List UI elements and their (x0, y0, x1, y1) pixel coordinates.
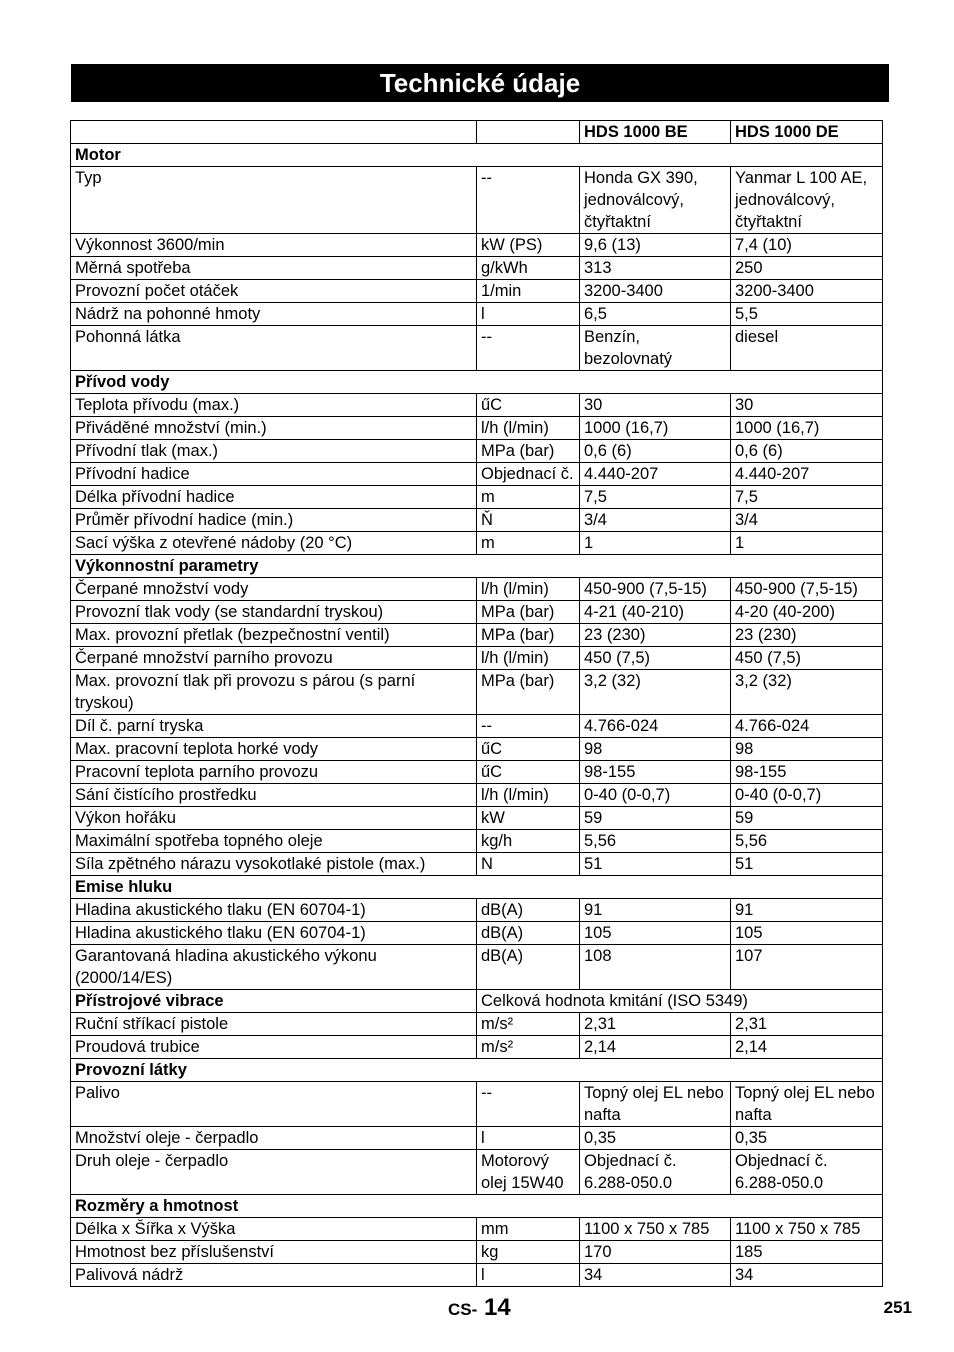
section-title: Přívod vody (71, 371, 883, 394)
cell-unit: l/h (l/min) (477, 417, 580, 440)
cell-parameter: Max. pracovní teplota horké vody (71, 738, 477, 761)
cell-parameter: Přívodní hadice (71, 463, 477, 486)
cell-unit: mm (477, 1218, 580, 1241)
cell-value-de: diesel (731, 326, 883, 371)
table-row (71, 853, 883, 876)
cell-unit: űC (477, 738, 580, 761)
table-row (71, 647, 883, 670)
cell-value-be: Topný olej EL nebo nafta (580, 1082, 731, 1127)
cell-value-be: 105 (580, 922, 731, 945)
cell-unit: űC (477, 394, 580, 417)
technical-data-table (70, 120, 883, 1287)
cell-value-de: 0,6 (6) (731, 440, 883, 463)
cell-unit: N (477, 853, 580, 876)
table-row (71, 303, 883, 326)
cell-parameter: Maximální spotřeba topného oleje (71, 830, 477, 853)
cell-unit: g/kWh (477, 257, 580, 280)
cell-value-de: 450-900 (7,5-15) (731, 578, 883, 601)
cell-unit: l (477, 1127, 580, 1150)
cell-parameter: Výkonnost 3600/min (71, 234, 477, 257)
cell-parameter: Provozní počet otáček (71, 280, 477, 303)
table-row (71, 761, 883, 784)
cell-parameter: Výkon hořáku (71, 807, 477, 830)
cell-unit: -- (477, 715, 580, 738)
cell-unit: Ň (477, 509, 580, 532)
table-row (71, 1150, 883, 1195)
cell-value-de: 7,5 (731, 486, 883, 509)
section-title: Motor (71, 144, 883, 167)
cell-value-de: 98 (731, 738, 883, 761)
section-header-row (71, 144, 883, 167)
table-row (71, 167, 883, 234)
cell-value-be: 23 (230) (580, 624, 731, 647)
cell-parameter: Množství oleje - čerpadlo (71, 1127, 477, 1150)
cell-unit: -- (477, 167, 580, 234)
cell-value-be: Benzín, bezolovnatý (580, 326, 731, 371)
table-row (71, 234, 883, 257)
table-row (71, 532, 883, 555)
cell-value-be: 7,5 (580, 486, 731, 509)
cell-parameter: Typ (71, 167, 477, 234)
table-row (71, 807, 883, 830)
cell-value-de: 34 (731, 1264, 883, 1287)
cell-value-be: 9,6 (13) (580, 234, 731, 257)
cell-parameter: Přiváděné množství (min.) (71, 417, 477, 440)
cell-parameter: Druh oleje - čerpadlo (71, 1150, 477, 1195)
section-title: Emise hluku (71, 876, 883, 899)
cell-unit: kW (PS) (477, 234, 580, 257)
cell-value-be: 313 (580, 257, 731, 280)
cell-value-be: 3,2 (32) (580, 670, 731, 715)
cell-unit: dB(A) (477, 922, 580, 945)
section-header-row (71, 1195, 883, 1218)
cell-value-de: 2,31 (731, 1013, 883, 1036)
cell-value-de: 23 (230) (731, 624, 883, 647)
cell-parameter: Pracovní teplota parního provozu (71, 761, 477, 784)
cell-parameter: Měrná spotřeba (71, 257, 477, 280)
cell-value-be: 4.440-207 (580, 463, 731, 486)
table-row (71, 509, 883, 532)
cell-value-de: 4.766-024 (731, 715, 883, 738)
page-title: Technické údaje (71, 64, 889, 102)
section-title: Rozměry a hmotnost (71, 1195, 883, 1218)
cell-parameter: Síla zpětného nárazu vysokotlaké pistole (max.) (71, 853, 477, 876)
table-row (71, 945, 883, 990)
cell-unit: kg (477, 1241, 580, 1264)
cell-parameter: Palivo (71, 1082, 477, 1127)
cell-value-de: 3,2 (32) (731, 670, 883, 715)
table-row (71, 624, 883, 647)
section-header-row (71, 555, 883, 578)
header-cell-model-de: HDS 1000 DE (731, 121, 883, 144)
cell-value-be: 6,5 (580, 303, 731, 326)
table-row (71, 784, 883, 807)
table-row (71, 326, 883, 371)
cell-value-de: 5,56 (731, 830, 883, 853)
table-row (71, 1036, 883, 1059)
footer-lang: CS (448, 1300, 472, 1319)
cell-value-de: 3/4 (731, 509, 883, 532)
cell-unit: űC (477, 761, 580, 784)
table-row (71, 417, 883, 440)
cell-parameter: Teplota přívodu (max.) (71, 394, 477, 417)
table-row (71, 899, 883, 922)
cell-value-be: Objednací č. 6.288-050.0 (580, 1150, 731, 1195)
cell-value-be: 170 (580, 1241, 731, 1264)
cell-value-de: 2,14 (731, 1036, 883, 1059)
cell-value-de: 4-20 (40-200) (731, 601, 883, 624)
cell-value-de: 5,5 (731, 303, 883, 326)
cell-unit: MPa (bar) (477, 670, 580, 715)
cell-unit: l/h (l/min) (477, 647, 580, 670)
cell-value-be: 450-900 (7,5-15) (580, 578, 731, 601)
cell-value-de: 91 (731, 899, 883, 922)
table-row (71, 715, 883, 738)
cell-parameter: Ruční stříkací pistole (71, 1013, 477, 1036)
cell-parameter: Pohonná látka (71, 326, 477, 371)
cell-value-be: 51 (580, 853, 731, 876)
cell-unit: 1/min (477, 280, 580, 303)
table-row (71, 670, 883, 715)
cell-value-de: 4.440-207 (731, 463, 883, 486)
table-row (71, 1218, 883, 1241)
cell-unit: -- (477, 326, 580, 371)
table-row (71, 1241, 883, 1264)
section-header-row (71, 990, 883, 1013)
cell-value-be: 108 (580, 945, 731, 990)
cell-value-de: 1000 (16,7) (731, 417, 883, 440)
cell-parameter: Hladina akustického tlaku (EN 60704-1) (71, 899, 477, 922)
cell-value-be: 0,35 (580, 1127, 731, 1150)
cell-value-be: 3200-3400 (580, 280, 731, 303)
cell-unit: kW (477, 807, 580, 830)
cell-value-de: 51 (731, 853, 883, 876)
section-header-row (71, 371, 883, 394)
table-row (71, 830, 883, 853)
section-header-row (71, 876, 883, 899)
cell-value-de: 250 (731, 257, 883, 280)
section-title: Přístrojové vibrace (71, 990, 477, 1013)
cell-unit: MPa (bar) (477, 624, 580, 647)
cell-parameter: Délka přívodní hadice (71, 486, 477, 509)
cell-value-be: 0-40 (0-0,7) (580, 784, 731, 807)
cell-value-de: 185 (731, 1241, 883, 1264)
cell-unit: MPa (bar) (477, 601, 580, 624)
cell-parameter: Díl č. parní tryska (71, 715, 477, 738)
cell-value-be: 91 (580, 899, 731, 922)
cell-value-be: 4-21 (40-210) (580, 601, 731, 624)
cell-value-de: Yanmar L 100 AE, jednoválcový, čtyřtaktní (731, 167, 883, 234)
cell-unit: l (477, 303, 580, 326)
cell-parameter: Provozní tlak vody (se standardní tryskou) (71, 601, 477, 624)
cell-value-be: 1 (580, 532, 731, 555)
footer-dash: - (471, 1300, 478, 1319)
table-row (71, 601, 883, 624)
cell-unit: dB(A) (477, 945, 580, 990)
cell-value-de: 30 (731, 394, 883, 417)
section-title: Výkonnostní parametry (71, 555, 883, 578)
cell-unit: Motorový olej 15W40 (477, 1150, 580, 1195)
cell-unit: m/s² (477, 1036, 580, 1059)
cell-unit: -- (477, 1082, 580, 1127)
cell-unit: Objednací č. (477, 463, 580, 486)
cell-parameter: Průměr přívodní hadice (min.) (71, 509, 477, 532)
cell-value-be: 1000 (16,7) (580, 417, 731, 440)
table-row (71, 463, 883, 486)
table-body (71, 121, 883, 1287)
cell-unit: l/h (l/min) (477, 784, 580, 807)
cell-value-de: 0-40 (0-0,7) (731, 784, 883, 807)
footer-page-label (448, 1294, 511, 1324)
cell-parameter: Sání čistícího prostředku (71, 784, 477, 807)
table-row (71, 440, 883, 463)
cell-parameter: Čerpané množství parního provozu (71, 647, 477, 670)
cell-parameter: Sací výška z otevřené nádoby (20 °C) (71, 532, 477, 555)
cell-unit: m (477, 532, 580, 555)
cell-unit: kg/h (477, 830, 580, 853)
cell-value-de: 0,35 (731, 1127, 883, 1150)
cell-unit: l (477, 1264, 580, 1287)
cell-parameter: Hmotnost bez příslušenství (71, 1241, 477, 1264)
cell-parameter: Hladina akustického tlaku (EN 60704-1) (71, 922, 477, 945)
cell-unit: m/s² (477, 1013, 580, 1036)
table-row (71, 257, 883, 280)
cell-parameter: Max. provozní přetlak (bezpečnostní ventil) (71, 624, 477, 647)
cell-value-de: 1100 x 750 x 785 (731, 1218, 883, 1241)
cell-value-be: 3/4 (580, 509, 731, 532)
cell-unit: MPa (bar) (477, 440, 580, 463)
cell-value-de: 105 (731, 922, 883, 945)
cell-value-de: 7,4 (10) (731, 234, 883, 257)
header-cell-parameter (71, 121, 477, 144)
cell-parameter: Proudová trubice (71, 1036, 477, 1059)
table-row (71, 738, 883, 761)
table-row (71, 280, 883, 303)
table-row (71, 486, 883, 509)
cell-value-be: 98 (580, 738, 731, 761)
cell-value-be: 1100 x 750 x 785 (580, 1218, 731, 1241)
cell-parameter: Přívodní tlak (max.) (71, 440, 477, 463)
cell-value-de: 59 (731, 807, 883, 830)
table-row (71, 922, 883, 945)
header-cell-unit (477, 121, 580, 144)
cell-value-de: Topný olej EL nebo nafta (731, 1082, 883, 1127)
cell-value-be: 30 (580, 394, 731, 417)
cell-parameter: Délka x Šířka x Výška (71, 1218, 477, 1241)
cell-value-be: 2,14 (580, 1036, 731, 1059)
table-row (71, 1082, 883, 1127)
cell-value-de: Objednací č. 6.288-050.0 (731, 1150, 883, 1195)
cell-value-be: 5,56 (580, 830, 731, 853)
cell-value-be: 0,6 (6) (580, 440, 731, 463)
cell-value-be: 4.766-024 (580, 715, 731, 738)
cell-value-de: 107 (731, 945, 883, 990)
table-row (71, 394, 883, 417)
table-row (71, 578, 883, 601)
table-row (71, 1264, 883, 1287)
cell-value-be: Honda GX 390, jednoválcový, čtyřtaktní (580, 167, 731, 234)
cell-value-de: 3200-3400 (731, 280, 883, 303)
cell-parameter: Palivová nádrž (71, 1264, 477, 1287)
cell-value-be: 59 (580, 807, 731, 830)
section-header-row (71, 1059, 883, 1082)
table-header-row (71, 121, 883, 144)
cell-value-be: 2,31 (580, 1013, 731, 1036)
cell-parameter: Garantovaná hladina akustického výkonu (2000/14/ES) (71, 945, 477, 990)
cell-value-be: 450 (7,5) (580, 647, 731, 670)
page-number: 251 (883, 1298, 912, 1317)
cell-unit: l/h (l/min) (477, 578, 580, 601)
cell-value-be: 98-155 (580, 761, 731, 784)
cell-value-de: 1 (731, 532, 883, 555)
table-row (71, 1127, 883, 1150)
cell-value-de: 98-155 (731, 761, 883, 784)
cell-parameter: Nádrž na pohonné hmoty (71, 303, 477, 326)
section-title: Provozní látky (71, 1059, 883, 1082)
table-row (71, 1013, 883, 1036)
cell-value-de: 450 (7,5) (731, 647, 883, 670)
cell-value-be: 34 (580, 1264, 731, 1287)
cell-unit: dB(A) (477, 899, 580, 922)
cell-parameter: Max. provozní tlak při provozu s párou (s parní tryskou) (71, 670, 477, 715)
header-cell-model-be: HDS 1000 BE (580, 121, 731, 144)
cell-parameter: Čerpané množství vody (71, 578, 477, 601)
section-note: Celková hodnota kmitání (ISO 5349) (477, 990, 883, 1013)
footer-page: 14 (483, 1294, 511, 1321)
cell-unit: m (477, 486, 580, 509)
